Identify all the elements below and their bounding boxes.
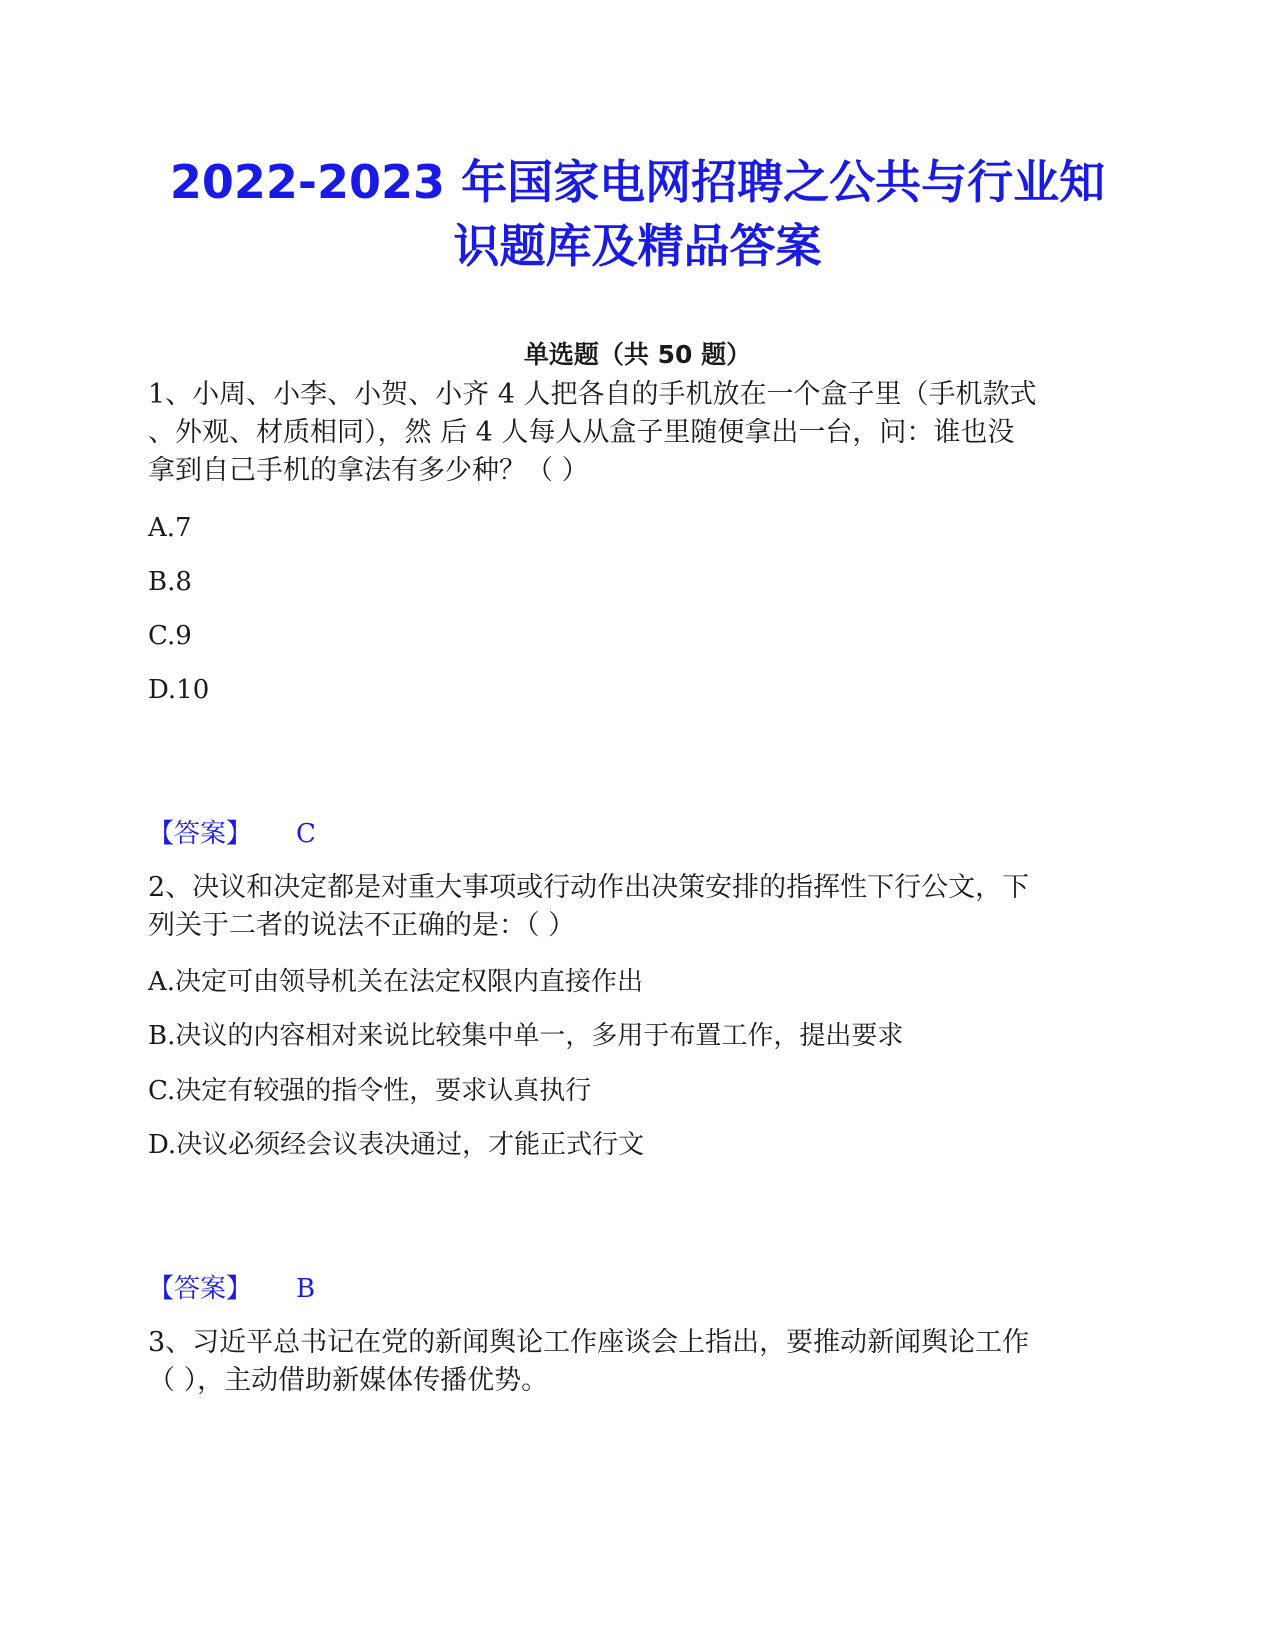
question-1-line-2: 、外观、材质相同），然 后 4 人每人从盒子里随便拿出一台，问：谁也没 xyxy=(148,417,1015,448)
document-title-line-1: 2022-2023 年国家电网招聘之公共与行业知 xyxy=(169,155,1106,209)
question-3-line-1: 3、习近平总书记在党的新闻舆论工作座谈会上指出，要推动新闻舆论工作 xyxy=(148,1327,1030,1358)
question-1-option-d: D.10 xyxy=(148,675,210,705)
question-2-line-2: 列关于二者的说法不正确的是：（ ） xyxy=(148,910,576,941)
question-2-option-c: C.决定有较强的指令性，要求认真执行 xyxy=(148,1076,592,1106)
question-1-line-3: 拿到自己手机的拿法有多少种？（ ） xyxy=(148,455,589,486)
answer-value: B xyxy=(296,1274,316,1304)
answer-value: C xyxy=(296,819,316,849)
question-2-option-a: A.决定可由领导机关在法定权限内直接作出 xyxy=(148,967,644,997)
question-3-line-2: （ ），主动借助新媒体传播优势。 xyxy=(148,1365,549,1396)
question-1-option-a: A.7 xyxy=(148,513,192,543)
question-1-option-c: C.9 xyxy=(148,621,192,651)
answer-label: 【答案】 xyxy=(148,819,253,849)
question-2-line-1: 2、决议和决定都是对重大事项或行动作出决策安排的指挥性下行公文，下 xyxy=(148,872,1030,903)
question-1-answer xyxy=(148,817,316,851)
answer-label: 【答案】 xyxy=(148,1274,253,1304)
question-2-option-d: D.决议必须经会议表决通过，才能正式行文 xyxy=(148,1130,645,1160)
section-title: 单选题（共 50 题） xyxy=(523,340,752,369)
question-2-answer xyxy=(148,1272,315,1306)
document-title xyxy=(120,150,1155,278)
question-1-option-b: B.8 xyxy=(148,567,192,597)
question-2-option-b: B.决议的内容相对来说比较集中单一，多用于布置工作，提出要求 xyxy=(148,1021,904,1051)
question-1-line-1: 1、小周、小李、小贺、小齐 4 人把各自的手机放在一个盒子里（手机款式 xyxy=(148,379,1037,410)
document-title-line-2: 识题库及精品答案 xyxy=(453,219,822,273)
